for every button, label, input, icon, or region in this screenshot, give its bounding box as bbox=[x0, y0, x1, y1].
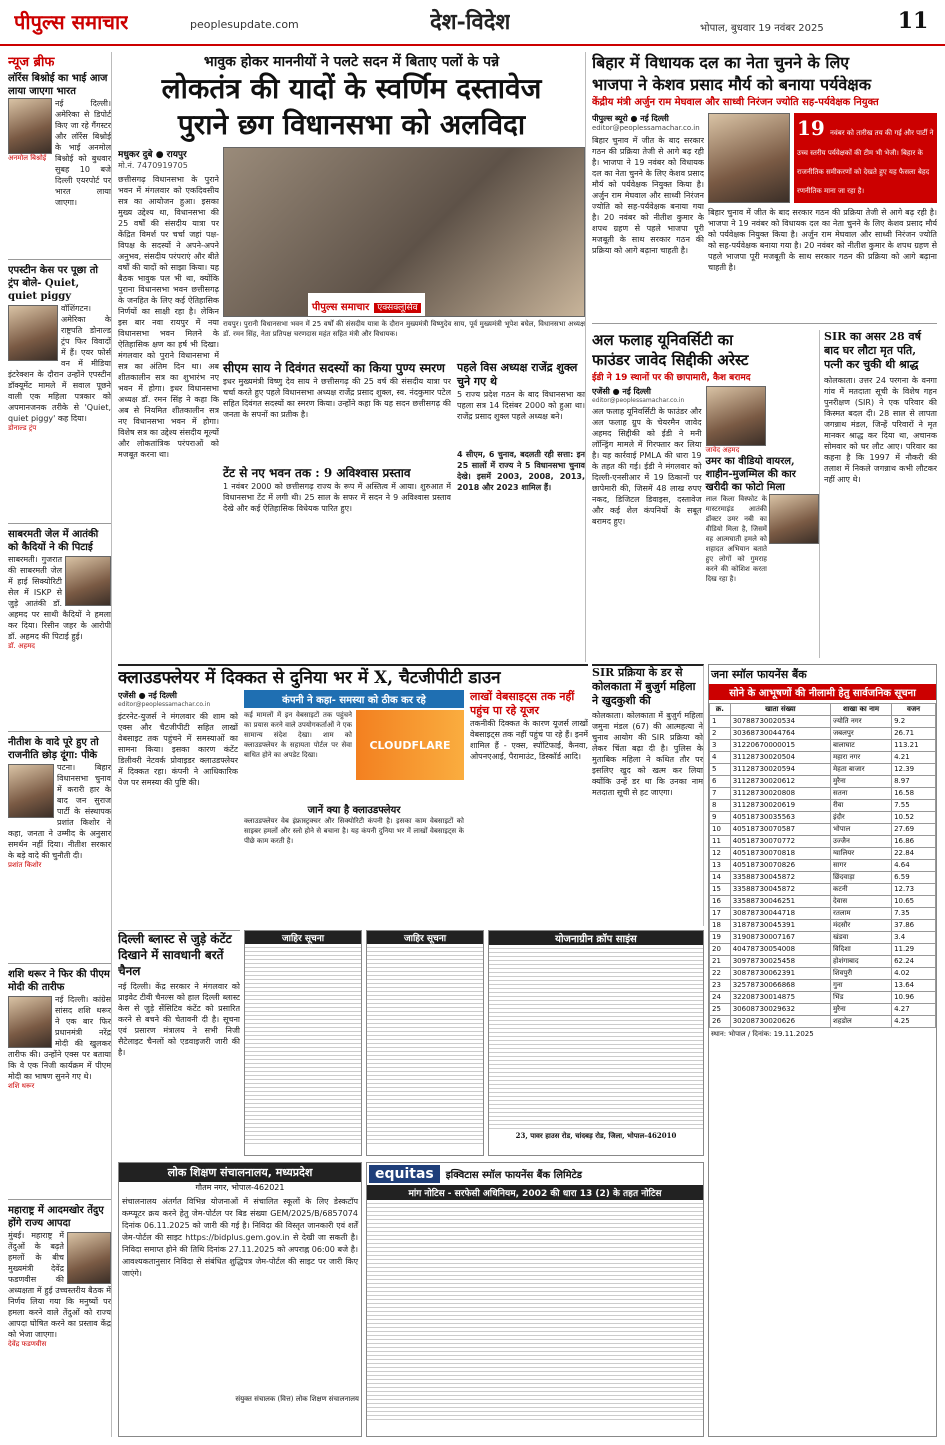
table-row: 10 40518730070587 भोपाल 27.69 bbox=[710, 824, 936, 836]
lead-headline-2: पुराने छग विधानसभा को अलविदा bbox=[177, 108, 526, 141]
jana-bank-title: जना स्मॉल फायनेंस बैंक bbox=[711, 668, 807, 681]
kolkata-story: SIR प्रक्रिया के डर से कोलकाता में बुजुर्ग महिला ने खुदकुशी की कोलकाता। कोलकाता में बुजुर्ग महिला जमुना मंडल (67) की आत्महत्या ने चुनाव आयोग की SIR प्रक्रिया को लेकर चिंता बढ़ा दी है। पुलिस के मुताबिक महिला ने कथित तौर पर इसलिए खुद को खत्म कर लिया क्योंकि उन्हें डर था कि उनका नाम मतदाता सूची से हट जाएगा। bbox=[592, 664, 704, 926]
mobile-number: मो.नं. 7470919705 bbox=[118, 161, 188, 170]
bihar-callout: नवंबर को तारीख तय की गई और पार्टी ने उच्च स्तरीय पर्यवेक्षकों की टीम भी भेजी। बिहार के राजनीतिक समीकरणों को देखते हुए यह फैसला बेहद रणनीतिक माना जा रहा है। bbox=[797, 129, 934, 195]
jana-footer: स्थान: भोपाल / दिनांक: 19.11.2025 bbox=[711, 1030, 814, 1038]
javed-photo bbox=[706, 386, 766, 446]
anmol-photo bbox=[8, 98, 52, 154]
table-row: 8 31128730020619 रीवा 7.55 bbox=[710, 800, 936, 812]
al-falah-story: अल फलाह यूनिवर्सिटी का फाउंडर जावेद सिद्दीकी अरेस्ट ईडी ने 19 स्थानों पर की छापामारी, कैश बरामद एजेंसी ● नई दिल्ली editor@peoplessamachar.co.in अल फलाह यूनिवर्सिटी के फाउंडर और अल फलाह ग्रुप के चेयरमैन जावेद अहमद सिद्दीकी को ईडी ने मनी लॉन्ड्रिंग मामले में गिरफ्तार कर लिया है। यह कार्रवाई PMLA की धारा 19 के तहत की गई। ईडी ने मंगलवार को दिल्ली-एनसीआर में 19 ठिकानों पर छापेमारी की, जिसमें 48 लाख रुपए नकद, डिजिटल डिवाइस, दस्तावेज और कई शेल कंपनियों के सबूत बरामद हुए। जावेद अहमद उमर का वीडियो वायरल, शाहीन-मुजम्मिल की कार खरीदी का फोटो मिला लाल किला विस्फोट के मास्टरमाइंड आतंकी डॉक्टर उमर नबी का वीडियो मिला है, जिसमें वह आत्मघाती हमले को शहादत अभियान बताते हुए लोगों को गुमराह करने की कोशिश करता दिख रहा है। bbox=[592, 330, 820, 658]
equitas-ad: equitas इक्विटास स्मॉल फायनेंस बैंक लिमिटेड मांग नोटिस - सरफेसी अधिनियम, 2002 की धारा 13 (2) के तहत नोटिस bbox=[366, 1162, 704, 1437]
umar-headline: उमर का वीडियो वायरल, शाहीन-मुजम्मिल की कार खरीदी का फोटो मिला bbox=[705, 456, 796, 493]
notice-text-block bbox=[245, 944, 361, 1144]
kolkata-headline: SIR प्रक्रिया के डर से कोलकाता में बुजुर्ग महिला ने खुदकुशी की bbox=[592, 666, 696, 707]
brief-item: शशि थरूर ने फिर की पीएम मोदी की तारीफ नई दिल्ली। कांग्रेस सांसद शशि थरूर ने एक बार फिर प्रधानमंत्री नरेंद्र मोदी की खुलकर तारीफ की। उन्होंने एक्स पर बताया कि वे एक निजी कार्यक्रम में पीएम मोदी का भाषण सुनने गए थे। शशि थरूर bbox=[8, 968, 111, 1200]
table-row: 3 31220670000015 बालाघाट 113.21 bbox=[710, 740, 936, 752]
table-row: 1 30788730020534 ज्योति नगर 9.2 bbox=[710, 716, 936, 728]
sub-headline-tent: टेंट से नए भवन तक : 9 अविश्वास प्रस्ताव bbox=[223, 466, 411, 480]
table-row: 25 30608730029632 मुरैना 4.27 bbox=[710, 1004, 936, 1016]
table-row: 22 30878730062391 शिवपुरी 4.02 bbox=[710, 968, 936, 980]
cloudflare-logo: CLOUDFLARE bbox=[356, 710, 464, 780]
brief-item: नीतीश के वादे पूरे हुए तो राजनीति छोड़ दूंगा: पीके पटना। बिहार विधानसभा चुनाव में करारी हार के बाद जन सुराज पार्टी के संस्थापक प्रशांत किशोर ने कहा, जनता ने उम्मीद के अनुसार समर्थन नहीं दिया। नीतीश सरकार के बड़े वादे की चुनौती दी। प्रशांत किशोर bbox=[8, 736, 111, 964]
lok-shikshan-ad: लोक शिक्षण संचालनालय, मध्यप्रदेश गौतम नगर, भोपाल-462021 संचालनालय अंतर्गत विभिन्न योजनाओं में संचालित स्कूलों के लिए डेस्कटॉप कम्प्यूटर क्रय करने हेतु जेम-पोर्टल पर बिड संख्या GEM/2025/B/6857074 दिनांक 06.11.2025 को जारी की गई है। निविदा की विस्तृत जानकारी एवं शर्तें जेम-पोर्टल की साइट https://bidplus.gem.gov.in से देखी जा सकती है। निविदा समाप्त होने की तिथि दिनांक 27.11.2025 को अपराह्न 06:00 बजे है। आवश्यकतानुसार निविदा से संबंधित शुद्धिपत्र जेम-पोर्टल की साइट पर जारी किए जाएंगे। संयुक्त संचालक (वित्त) लोक शिक्षण संचालनालय bbox=[118, 1162, 362, 1437]
dateline: भोपाल, बुधवार 19 नवंबर 2025 bbox=[700, 23, 824, 34]
tharoor-photo bbox=[8, 996, 52, 1048]
cloudflare-callout: कंपनी ने कहा- समस्या को ठीक कर रहे bbox=[244, 690, 464, 708]
exclusive-badge: पीपुल्स समाचार bbox=[312, 302, 370, 313]
exclusive-label: एक्सक्लूसिव bbox=[374, 303, 420, 313]
masthead bbox=[0, 0, 945, 46]
lead-headline: लोकतंत्र की यादों के स्वर्णिम दस्तावेज bbox=[161, 72, 542, 105]
table-row: 2 30368730044764 जबलपुर 26.71 bbox=[710, 728, 936, 740]
green-crop-notice: योजनाग्रीन क्रॉप साइंस 23, पावर हाउस रोड, चांदबड़ रोड, जिला, भोपाल-462010 bbox=[488, 930, 704, 1156]
table-row: 16 33588730046251 देवास 10.65 bbox=[710, 896, 936, 908]
table-row: 21 30978730025458 होशंगाबाद 62.24 bbox=[710, 956, 936, 968]
table-row: 15 33588730045872 कटनी 12.73 bbox=[710, 884, 936, 896]
table-row: 5 31128730020594 मेहता बाजार 12.39 bbox=[710, 764, 936, 776]
newspaper-logo[interactable]: पीपुल्स समाचार bbox=[14, 10, 129, 34]
table-row: 24 32208730014875 भिंड 10.96 bbox=[710, 992, 936, 1004]
brief-item: साबरमती जेल में आतंकी को कैदियों ने की पिटाई साबरमती। गुजरात की साबरमती जेल में हाई सिक्योरिटी सेल में ISKP से जुड़े आतंकी डॉ. अहमद पर साथी कैदियों ने हमला कर दिया। रिसीन जहर के आरोपी डॉ. अहमद की पिटाई हुई। डॉ. अहमद bbox=[8, 528, 111, 732]
sub-headline-cm: सीएम साय ने दिवंगत सदस्यों का किया पुण्य स्मरण bbox=[223, 361, 445, 375]
facts-box: 4 सीएम, 6 चुनाव, बदलती रही सत्ता: इन 25 सालों में राज्य ने 5 विधानसभा चुनाव देखे। इसमें 2003, 2008, 2013, 2018 और 2023 शामिल हैं। bbox=[457, 450, 585, 492]
section-title: देश-विदेश bbox=[430, 9, 511, 35]
table-row: 23 32578730066868 गुना 13.64 bbox=[710, 980, 936, 992]
table-row: 11 40518730070772 उज्जैन 16.86 bbox=[710, 836, 936, 848]
cloudflare-headline: क्लाउडफ्लेयर में दिक्कत से दुनिया भर में X, चैटजीपीटी डाउन bbox=[118, 668, 501, 688]
table-row: 4 31128730020504 महारा नगर 4.21 bbox=[710, 752, 936, 764]
notice-text-block bbox=[489, 945, 703, 1131]
falah-subhead: ईडी ने 19 स्थानों पर की छापामारी, कैश बरामद bbox=[592, 373, 751, 383]
table-row: 26 30208730020626 शहडोल 4.25 bbox=[710, 1016, 936, 1028]
table-row: 20 40478730054008 विदिशा 11.29 bbox=[710, 944, 936, 956]
falah-headline-2: फाउंडर जावेद सिद्दीकी अरेस्ट bbox=[592, 351, 749, 369]
table-row: 18 31878730045391 मंदसौर 37.86 bbox=[710, 920, 936, 932]
notice-text-block bbox=[367, 1200, 703, 1422]
trump-photo bbox=[8, 305, 58, 361]
table-row: 17 30878730044718 रतलाम 7.35 bbox=[710, 908, 936, 920]
sub-headline-speaker: पहले विस अध्यक्ष राजेंद्र शुक्ल चुने गए थे bbox=[457, 361, 578, 388]
sir-story: SIR का असर 28 वर्ष बाद घर लौटा मृत पति, पत्नी कर चुकी थी श्राद्ध कोलकाता। उत्तर 24 परगना के वनगा गांव में मतदाता सूची के विशेष गहन पुनरीक्षण (SIR) ने एक परिवार की किस्मत बदल दी। 28 साल से लापता जगन्नाथ मंडल, जिन्हें परिवारों ने मृत मानकर श्राद्ध कर दिया था, अचानक सोमवार को घर लौट आए। परिवार का कहना है कि 1997 में नौकरी की तलाश में निकले जगन्नाथ कभी लौटकर नहीं आए थे। bbox=[824, 330, 937, 484]
lead-body: छत्तीसगढ़ विधानसभा के पुराने भवन में मंगलवार को एकदिवसीय सत्र का आयोजन हुआ। इसका मुख्य उद्देश्य था, विधानसभा की 25 वर्षों की संसदीय यात्रा पर केंद्रित विमर्श पर चर्चा जहां पक्ष-विपक्ष के सदस्यों ने अपने-अपने अनुभव, संसदीय परंपराएं और बीते वर्षों की यादों को साझा किया। यह बैठक भावुक पल भी था, क्योंकि पुराना विधानसभा भवन छत्तीसगढ़ के जनहित के लिए कई ऐतिहासिक निर्णयों का साक्षी रहा है। लेकिन इस बार नवा रायपुर में नया विधानसभा भवन मिलने के ऐतिहासिक क्षण का हर्ष भी दिखा। मंगलवार को पुराने विधानसभा में सत्र का अंतिम दिन था। अब शीतकालीन सत्र का शुभारंभ नए भवन में होगा। इधर विधानसभा अध्यक्ष डॉ. रमन सिंह ने कहा कि अब से नियमित शीतकालीन सत्र नए विधानसभा भवन में होगा। विशेष सत्र का उद्देश्य संसदीय मूल्यों और लोकतांत्रिक परंपराओं को मजबूत करना था। bbox=[118, 175, 219, 459]
tender-notice-1: जाहिर सूचना bbox=[244, 930, 362, 1156]
table-row: 7 31128730020808 सतना 16.58 bbox=[710, 788, 936, 800]
bihar-headline: बिहार में विधायक दल का नेता चुनने के लिए bbox=[592, 53, 850, 72]
know-cloudflare-head: जानें क्या है क्लाउडफ्लेयर bbox=[307, 805, 401, 816]
fadnavis-photo bbox=[67, 1232, 111, 1284]
equitas-logo: equitas bbox=[369, 1165, 440, 1183]
page-number: 11 bbox=[897, 8, 929, 34]
keshav-maurya-photo bbox=[708, 113, 790, 203]
brief-item: लॉरेंस बिश्नोई का भाई आज लाया जाएगा भारत अनमोल बिश्नोई नई दिल्ली। अमेरिका से डिपोर्ट किए जा रहे गैंगस्टर और लॉरेंस बिश्नोई के भाई अनमोल बिश्नोई को बुधवार सुबह 10 बजे दिल्ली एयरपोर्ट पर भारत लाया जाएगा। bbox=[8, 72, 111, 260]
delhi-headline: दिल्ली ब्लास्ट से जुड़े कंटेंट दिखाने में सावधानी बरतें चैनल bbox=[118, 932, 232, 978]
table-row: 14 33588730045872 छिंदवाड़ा 6.59 bbox=[710, 872, 936, 884]
umar-photo bbox=[769, 494, 819, 544]
cloudflare-story: क्लाउडफ्लेयर में दिक्कत से दुनिया भर में X, चैटजीपीटी डाउन एजेंसी ● नई दिल्ली editor@peoplessamachar.co.in इंटरनेट-युजर्स ने मंगलवार की शाम को एक्स और चैटजीपीटी सहित लाखों वेबसाइट तक पहुंचने में समस्याओं का सामना किया। इसका कारण कंटेंट डिलीवरी नेटवर्क प्रोवाइडर क्लाउडफ्लेयर में दिक्कत रहा। कंपनी ने आधिकारिक पेज पर समस्या की पुष्टि की। कंपनी ने कहा- समस्या को ठीक कर रहे कई मामलों में इन वेबसाइटों तक पहुंचने का प्रयास करने वाले उपयोगकर्ताओं ने एक सामान्य संदेश देखा। शाम को क्लाउडफ्लेयर के सहायता पोर्टल पर सेवा बाधित होने का अपडेट दिखा। CLOUDFLARE जानें क्या है क्लाउडफ्लेयर क्लाउडफ्लेयर वेब इंफ्रास्ट्रक्चर और सिक्योरिटी कंपनी है। इसका काम वेबसाइटों को साइबर हमलों और स्लो होने से बचाना है। यह कंपनी दुनिया भर में लाखों वेबसाइट्स के पीछे काम करती है। लाखों वेबसाइट्स तक नहीं पहुंच पा रहे यूजर तकनीकी दिक्कत के कारण यूजर्स लाखों वेबसाइट्स तक नहीं पहुंच पा रहे हैं। इनमें शामिल हैं - एक्स, स्पॉटिफाई, कैनवा, ओपनएआई, पैरामाउंट, डिस्कॉर्ड आदि। bbox=[118, 664, 588, 926]
bihar-story: बिहार में विधायक दल का नेता चुनने के लिए भाजपा ने केशव प्रसाद मौर्य को बनाया पर्यवेक्षक केंद्रीय मंत्री अर्जुन राम मेघवाल और साध्वी निरंजन ज्योति सह-पर्यवेक्षक नियुक्त पीपुल्स ब्यूरो ● नई दिल्ली editor@peoplessamachar.co.in बिहार चुनाव में जीत के बाद सरकार गठन की प्रक्रिया तेजी से आगे बढ़ रही है। भाजपा ने 19 नवंबर को विधायक दल का नेता चुनने के लिए केशव प्रसाद मौर्य को पर्यवेक्षक नियुक्त किया है। अर्जुन राम मेघवाल और साध्वी निरंजन ज्योति को सह-पर्यवेक्षक बनाया गया है। 20 नवंबर को नीतीश कुमार के शपथ ग्रहण से पहले भाजपा पूरी मजबूती के साथ सरकार गठन की प्रक्रिया को आगे बढ़ाना चाहती है। 19 नवंबर को तारीख तय की गई और पार्टी ने उच्च स्तरीय पर्यवेक्षकों की टीम भी भेजी। बिहार के राजनीतिक समीकरणों को देखते हुए यह फैसला बेहद रणनीतिक माना जा रहा है। बिहार चुनाव में जीत के बाद सरकार गठन की प्रक्रिया तेजी से आगे बढ़ रही है। भाजपा ने 19 नवंबर को विधायक दल का नेता चुनने के लिए केशव प्रसाद मौर्य को पर्यवेक्षक नियुक्त किया है। अर्जुन राम मेघवाल और साध्वी निरंजन ज्योति को सह-पर्यवेक्षक बनाया गया है। 20 नवंबर को नीतीश कुमार के शपथ ग्रहण से पहले भाजपा पूरी मजबूती के साथ सरकार गठन की प्रक्रिया को आगे बढ़ाना चाहती है। bbox=[592, 52, 937, 324]
brief-title: न्यूज ब्रीफ bbox=[8, 55, 55, 70]
table-row: 12 40518730070818 ग्वालियर 22.84 bbox=[710, 848, 936, 860]
delhi-blast-story: दिल्ली ब्लास्ट से जुड़े कंटेंट दिखाने में सावधानी बरतें चैनल नई दिल्ली। केंद्र सरकार ने मंगलवार को प्राइवेट टीवी चैनल्स को हाल दिल्ली ब्लास्ट केस से जुड़े सेंसिटिव कंटेंट को प्रसारित करने से बचने की चेतावनी दी है। सूचना एवं प्रसारण मंत्रालय ने सभी निजी सैटेलाइट चैनलों को एडवाइजरी जारी की है। bbox=[118, 930, 240, 1156]
jana-gold-table: क्र. खाता संख्या शाखा का नाम वजन 1 30788730020534 ज्योति नगर 9.2 2 30368730044764 जबलपुर 26.71 3 31220670000015 बालाघाट 113.21 4 31128730020504 महारा नगर 4.21 5 31128730020594 मेहता बाजार 12.39 6 31128730020612 मुरैना 8.97 7 31128730020808 सतना 16.58 8 31128730020619 रीवा 7.55 9 40518730035563 इंदौर 10.52 10 40518730070587 भोपाल 27.69 11 40518730070772 उज्जैन 16.86 12 40518730070818 ग्वालियर 22.84 13 40518730070826 सागर 4.64 14 33588730045872 छिंदवाड़ा 6.59 15 33588730045872 कटनी 12.73 16 33588730046251 देवास 10.65 17 30878730044718 रतलाम 7.35 18 31878730045391 मंदसौर 37.86 19 31908730007167 खंडवा 3.4 20 40478730054008 विदिशा 11.29 21 30978730025458 होशंगाबाद 62.24 22 30878730062391 शिवपुरी 4.02 23 32578730066868 गुना 13.64 24 32208730014875 भिंड 10.96 25 30608730029632 मुरैना 4.27 26 30208730020626 शहडोल 4.25 bbox=[709, 703, 936, 1028]
lead-story: भावुक होकर माननीयों ने पलटे सदन में बिताए पलों के पन्ने लोकतंत्र की यादों के स्वर्णिम दस्तावेज पुराने छग विधानसभा को अलविदा मधुकर दुबे ● रायपुर मो.नं. 7470919705 छत्तीसगढ़ विधानसभा के पुराने भवन में मंगलवार को एकदिवसीय सत्र का आयोजन हुआ। इसका मुख्य उद्देश्य था, विधानसभा की 25 वर्षों की संसदीय यात्रा पर केंद्रित विमर्श पर चर्चा जहां पक्ष-विपक्ष के सदस्यों ने अपने-अपने अनुभव, संसदीय परंपराएं और बीते वर्षों की यादों को साझा किया। यह बैठक भावुक पल भी था, क्योंकि पुराना विधानसभा भवन छत्तीसगढ़ के जनहित के लिए कई ऐतिहासिक निर्णयों का साक्षी रहा है। लेकिन इस बार नवा रायपुर में नया विधानसभा भवन मिलने के ऐतिहासिक क्षण का हर्ष भी दिखा। मंगलवार को पुराने विधानसभा में सत्र का अंतिम दिन था। अब शीतकालीन सत्र का शुभारंभ नए भवन में होगा। इधर विधानसभा अध्यक्ष डॉ. रमन सिंह ने कहा कि अब से नियमित शीतकालीन सत्र नए विधानसभा भवन में होगा। विशेष सत्र का उद्देश्य संसदीय मूल्यों और लोकतांत्रिक परंपराओं को मजबूत करना था। पीपुल्स समाचार एक्सक्लूसिव रायपुर। पुरानी विधानसभा भवन में 25 वर्षों की संसदीय यात्रा के दौरान मुख्यमंत्री विष्णुदेव साय, पूर्व मुख्यमंत्री भूपेश बघेल, विधानसभा अध्यक्ष डॉ. रमन सिंह, नेता प्रतिपक्ष चरणदास महंत सहित मंत्री और विधायक। सीएम साय ने दिवंगत सदस्यों का किया पुण्य स्मरण इधर मुख्यमंत्री विष्णु देव साय ने छत्तीसगढ़ की 25 वर्ष की संसदीय यात्रा पर चर्चा करते हुए पहले विधानसभा अध्यक्ष राजेंद्र प्रसाद शुक्ल, स्व. नंदकुमार पटेल सहित दिवंगत सदस्यों का स्मरण किया। उन्होंने कहा कि यह सदन छत्तीसगढ़ की जनता के सपनों का प्रतीक है। टेंट से नए भवन तक : 9 अविश्वास प्रस्ताव 1 नवंबर 2000 को छत्तीसगढ़ राज्य के रूप में अस्तित्व में आया। शुरुआत में विधानसभा टेंट में लगी थी। 25 साल के सफर में सदन ने 9 अविश्वास प्रस्ताव देखे और कई ऐतिहासिक विधेयक पारित हुए। पहले विस अध्यक्ष राजेंद्र शुक्ल चुने गए थे 5 राज्य प्रदेश गठन के बाद विधानसभा का पहला सत्र 14 दिसंबर 2000 को हुआ था। राजेंद्र प्रसाद शुक्ल पहले अध्यक्ष बने। 4 सीएम, 6 चुनाव, बदलती रही सत्ता: इन 25 सालों में राज्य ने 5 विधानसभा चुनाव देखे। इसमें 2003, 2008, 2013, 2018 और 2023 शामिल हैं। bbox=[118, 52, 586, 662]
byline: मधुकर दुबे ● रायपुर bbox=[118, 150, 187, 160]
users-headline: लाखों वेबसाइट्स तक नहीं पहुंच पा रहे यूजर bbox=[470, 690, 575, 717]
equitas-notice-title: मांग नोटिस - सरफेसी अधिनियम, 2002 की धारा 13 (2) के तहत नोटिस bbox=[367, 1185, 703, 1200]
assembly-group-photo bbox=[223, 147, 585, 317]
table-row: 13 40518730070826 सागर 4.64 bbox=[710, 860, 936, 872]
pk-photo bbox=[8, 764, 54, 818]
table-row: 19 31908730007167 खंडवा 3.4 bbox=[710, 932, 936, 944]
bihar-subhead: केंद्रीय मंत्री अर्जुन राम मेघवाल और साध्वी निरंजन ज्योति सह-पर्यवेक्षक नियुक्त bbox=[592, 97, 879, 108]
jana-bank-ad bbox=[708, 664, 937, 1437]
bihar-headline-2: भाजपा ने केशव प्रसाद मौर्य को बनाया पर्यवेक्षक bbox=[592, 75, 872, 94]
sir-headline: SIR का असर 28 वर्ष बाद घर लौटा मृत पति, पत्नी कर चुकी थी श्राद्ध bbox=[824, 330, 921, 371]
jana-auction-notice: सोने के आभूषणों की नीलामी हेतु सार्वजनिक सूचना bbox=[709, 684, 936, 700]
ahmed-photo bbox=[65, 556, 111, 606]
website-url[interactable]: peoplesupdate.com bbox=[190, 18, 299, 31]
table-row: 6 31128730020612 मुरैना 8.97 bbox=[710, 776, 936, 788]
photo-caption: रायपुर। पुरानी विधानसभा भवन में 25 वर्षों की संसदीय यात्रा के दौरान मुख्यमंत्री विष्णुदेव साय, पूर्व मुख्यमंत्री भूपेश बघेल, विधानसभा अध्यक्ष डॉ. रमन सिंह, नेता प्रतिपक्ष चरणदास महंत सहित मंत्री और विधायक। bbox=[223, 320, 585, 338]
lok-title: लोक शिक्षण संचालनालय, मध्यप्रदेश bbox=[119, 1163, 361, 1182]
brief-item: महाराष्ट्र में आदमखोर तेंदुए होंगे राज्य आपदा मुंबई। महाराष्ट्र में तेंदुओं के बढ़ते हमलों के बीच मुख्यमंत्री देवेंद्र फडणवीस की अध्यक्षता में हुई उच्चस्तरीय बैठक में निर्णय लिया गया कि मनुष्यों पर हमला करने वाले तेंदुओं को राज्य आपदा घोषित करने का प्रस्ताव केंद्र को भेजा जाएगा। देवेंद्र फडणवीस bbox=[8, 1205, 111, 1348]
lok-body: संचालनालय अंतर्गत विभिन्न योजनाओं में संचालित स्कूलों के लिए डेस्कटॉप कम्प्यूटर क्रय करने हेतु जेम-पोर्टल पर बिड संख्या GEM/2025/B/6857074 दिनांक 06.11.2025 को जारी की गई है। निविदा की विस्तृत जानकारी एवं शर्तें जेम-पोर्टल की साइट https://bidplus.gem.gov.in से देखी जा सकती है। निविदा समाप्त होने की तिथि दिनांक 27.11.2025 को अपराह्न 06:00 बजे है। आवश्यकतानुसार निविदा से संबंधित शुद्धिपत्र जेम-पोर्टल की साइट पर जारी किए जाएंगे। bbox=[122, 1197, 358, 1278]
falah-headline: अल फलाह यूनिवर्सिटी का bbox=[592, 331, 734, 349]
brief-item: एपस्टीन केस पर पूछा तो ट्रंप बोले- Quiet, quiet piggy वॉशिंगटन। अमेरिका के राष्ट्रपति डोनाल्ड ट्रंप फिर विवादों में हैं। एयर फोर्स वन में मीडिया इंटरेक्शन के दौरान उन्होंने एपस्टीन डॉक्यूमेंट मामले में सवाल पूछने वाली एक महिला पत्रकार को अपमानजनक तरीके से 'Quiet, quiet piggy' कह दिया। डोनाल्ड ट्रंप bbox=[8, 264, 111, 524]
lead-kicker: भावुक होकर माननीयों ने पलटे सदन में बिताए पलों के पन्ने bbox=[203, 54, 500, 70]
table-row: 9 40518730035563 इंदौर 10.52 bbox=[710, 812, 936, 824]
news-brief-column bbox=[8, 52, 112, 1437]
notice-text-block bbox=[367, 944, 483, 1144]
tender-notice-2: जाहिर सूचना bbox=[366, 930, 484, 1156]
